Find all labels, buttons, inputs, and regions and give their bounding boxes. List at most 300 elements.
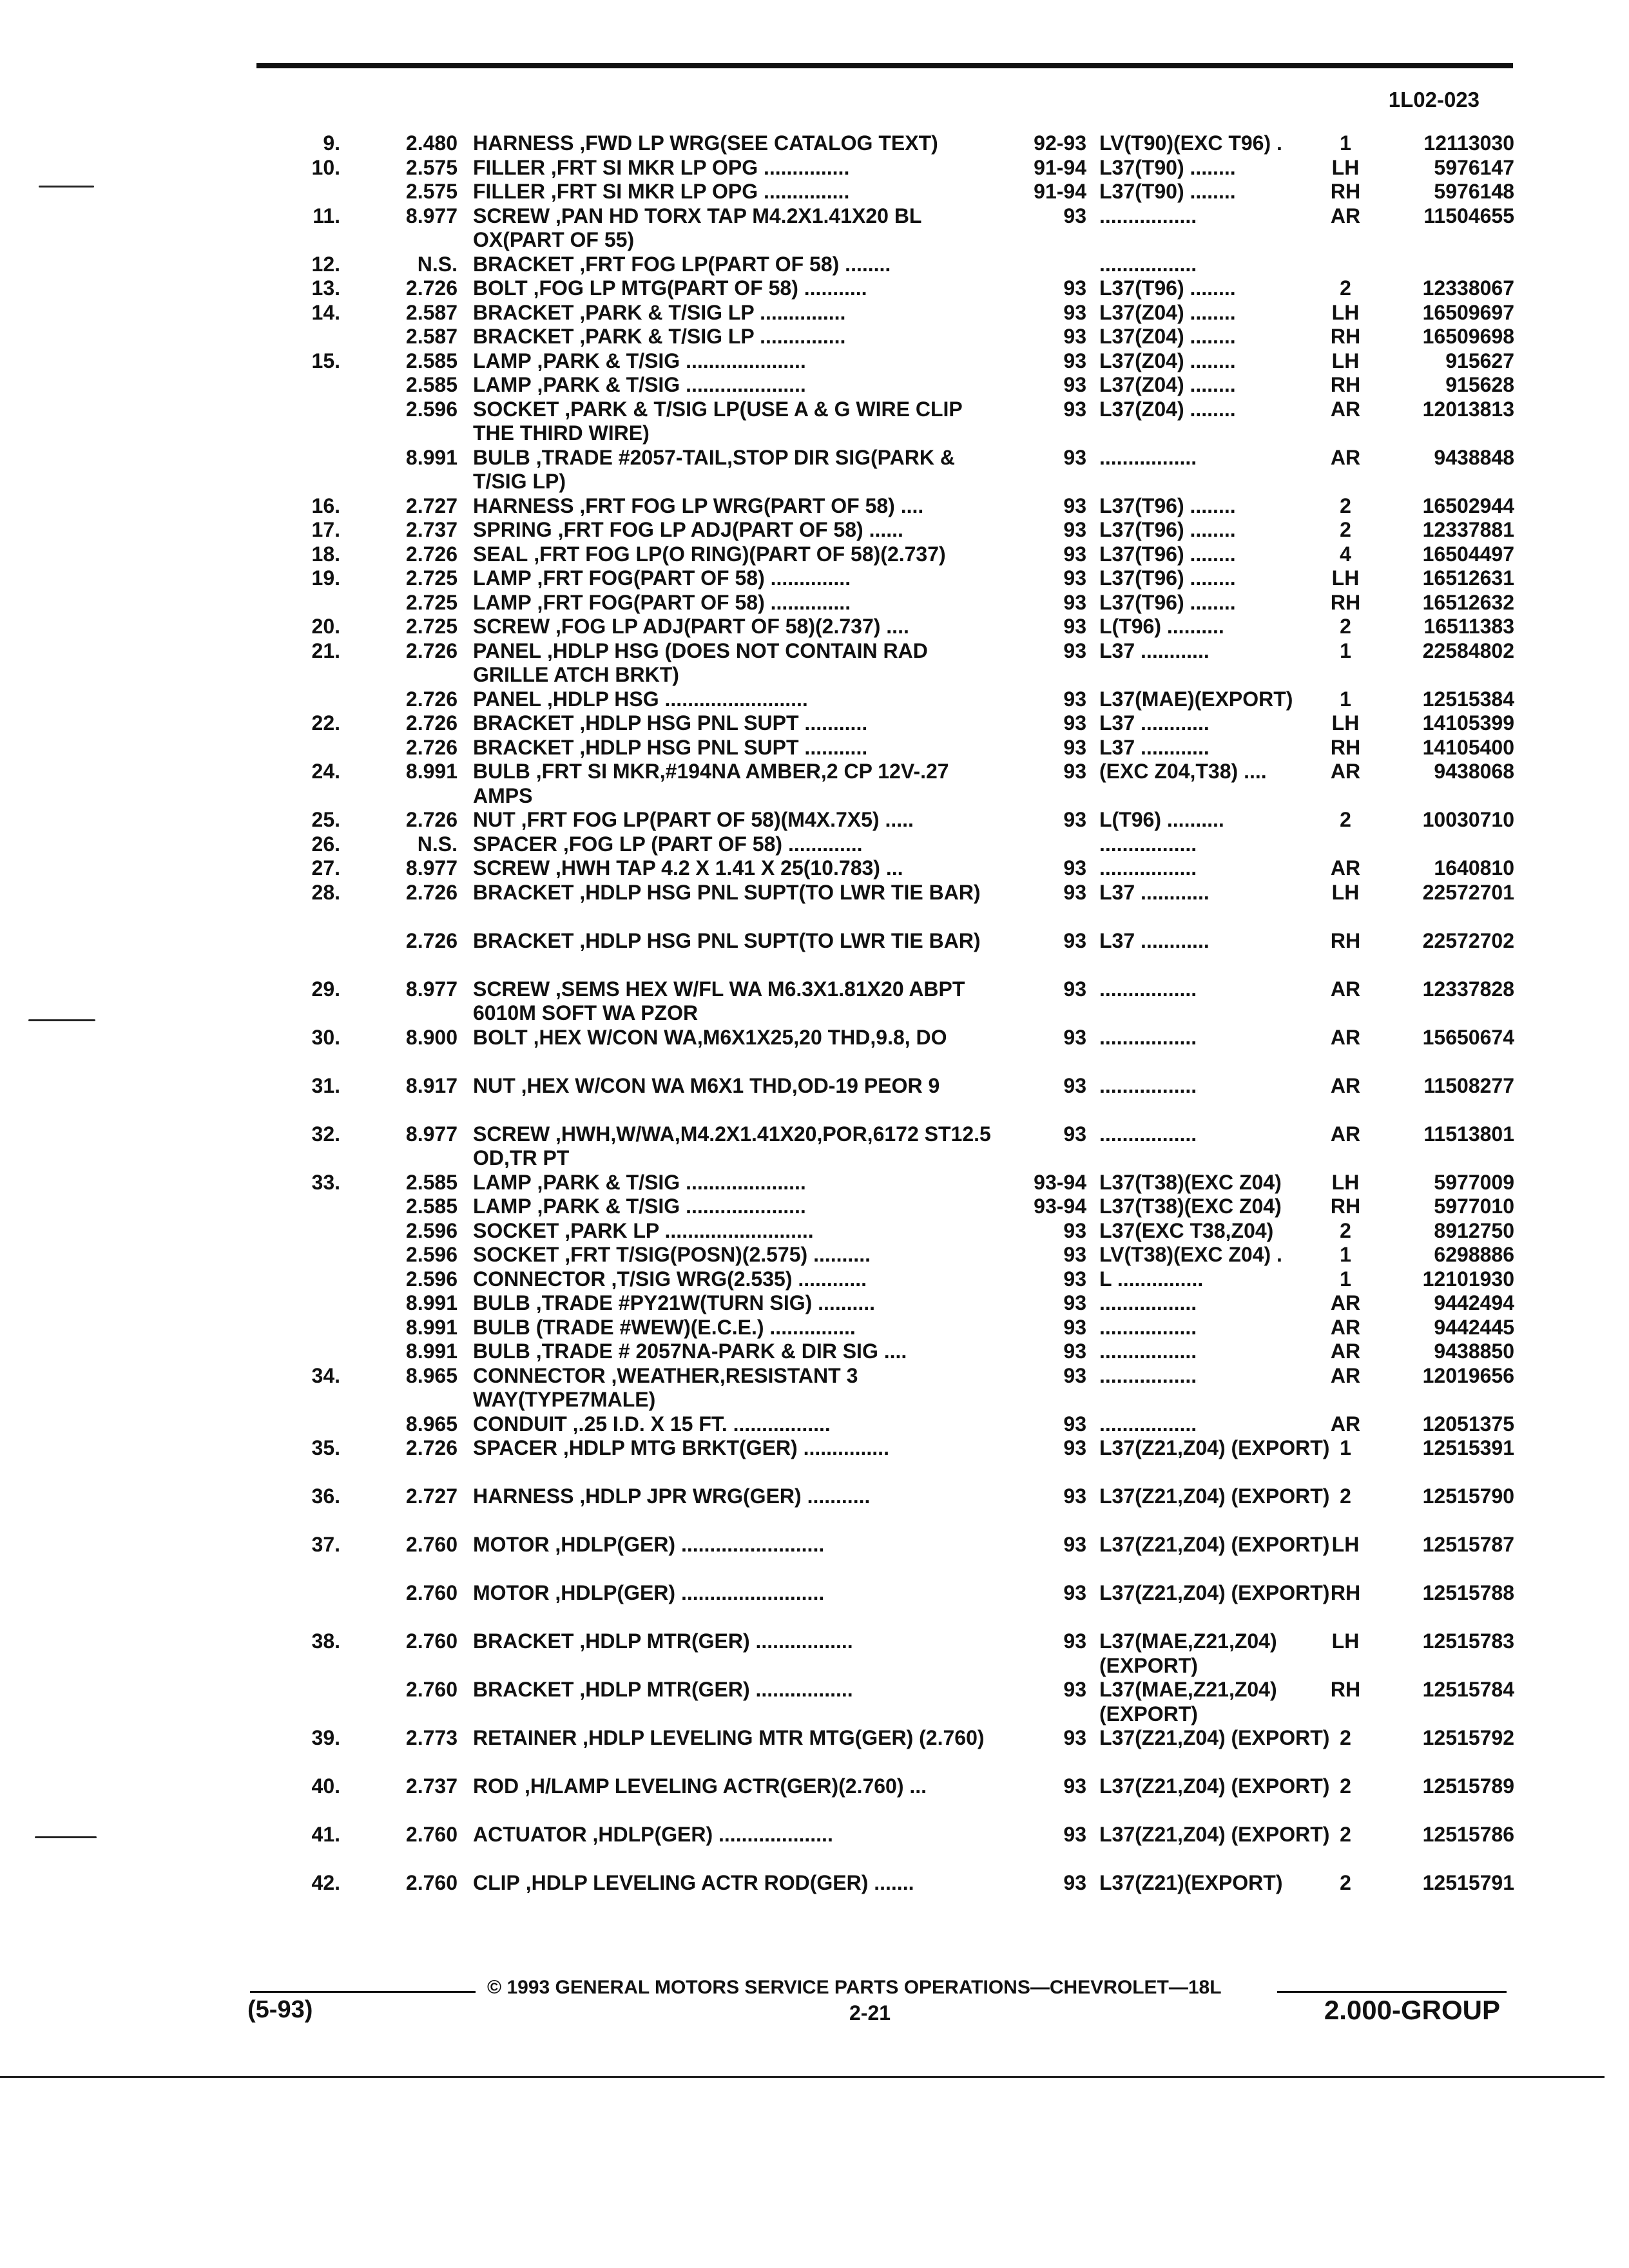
part-name: PANEL [473,687,542,711]
description [473,156,992,180]
part-name: HARNESS [473,494,574,517]
model-code: L37 ............ [1099,639,1210,662]
part-name: CONNECTOR [473,1267,606,1291]
model-code: L37(MAE)(EXPORT) [1099,687,1293,711]
description [473,1678,992,1702]
group-number: 2.737 [405,518,458,541]
item-number: 12. [311,252,340,276]
part-details: ,HDLP(GER) ......................... [555,1581,825,1604]
part-number: 12515786 [1422,1823,1514,1846]
item-number: 18. [311,542,340,566]
description [473,1871,992,1896]
item-number: 19. [311,566,340,590]
part-details: ,PARK & T/SIG LP ............... [579,300,846,324]
model-code: L37(Z04) ........ [1099,325,1236,348]
quantity: LH [1331,566,1360,590]
group-number: 8.991 [405,1291,458,1314]
item-number: 26. [311,832,340,856]
parts-row [0,180,1629,204]
description [473,494,992,519]
description [473,808,992,832]
model-year: 93 [1063,518,1086,541]
description [473,1340,992,1364]
part-name: LAMP [473,1170,532,1194]
part-details: ,FRT SI MKR LP OPG ............... [550,180,850,203]
description [473,1219,992,1244]
part-number: 16509697 [1422,300,1514,324]
parts-row [0,1581,1629,1629]
parts-row [0,639,1629,687]
part-number: 9442445 [1434,1315,1514,1339]
quantity: AR [1330,204,1361,227]
model-code: LV(T90)(EXC T96) . [1099,131,1282,155]
part-number: 14105399 [1422,711,1514,735]
description [473,1823,992,1847]
part-number: 5976147 [1434,155,1514,179]
part-details: ,FRT FOG LP(PART OF 58)(M4X.7X5) ..... [521,808,914,831]
part-name: NUT [473,1073,516,1097]
parts-row [0,1316,1629,1340]
part-details: ,PARK & T/SIG ..................... [537,349,806,372]
group-number: 2.596 [405,397,458,421]
part-number: 5976148 [1434,180,1514,203]
model-code: ................. [1099,1291,1197,1314]
part-number: 12338067 [1422,276,1514,300]
quantity: RH [1330,1678,1361,1701]
part-name: SPACER [473,832,557,856]
model-year: 93 [1063,1291,1086,1314]
item-number: 9. [323,131,340,155]
parts-row [0,1436,1629,1485]
model-year: 93 [1063,1629,1086,1653]
group-number: 8.977 [405,204,458,227]
part-details: ,FRT FOG LP(PART OF 58) ........ [579,252,891,276]
part-number: 12515784 [1422,1678,1514,1701]
part-number: 12515792 [1422,1726,1514,1749]
model-code: L37(MAE,Z21,Z04) (EXPORT) [1099,1629,1277,1677]
model-year: 93 [1063,928,1086,952]
model-year: 93 [1063,1025,1086,1049]
quantity: LH [1331,880,1360,904]
part-name: MOTOR [473,1533,550,1556]
quantity: AR [1330,1122,1361,1146]
quantity: 2 [1340,1485,1351,1508]
parts-row [0,1243,1629,1267]
part-number: 12013813 [1422,397,1514,421]
model-code: ................. [1099,832,1197,856]
quantity: LH [1331,711,1360,735]
group-number: 2.760 [405,1629,458,1653]
group-number: 8.991 [405,445,458,469]
part-details: ,HDLP(GER) ......................... [555,1533,825,1556]
model-code: L37(T38)(EXC Z04) [1099,1170,1282,1194]
part-details: ,FRT FOG LP WRG(PART OF 58) .... [579,494,924,517]
model-code: L37(Z21,Z04) (EXPORT) [1099,1436,1330,1459]
quantity: RH [1330,1581,1361,1604]
part-name: BULB [473,1340,530,1363]
quantity: LH [1331,300,1360,324]
part-number: 12337828 [1422,977,1514,1001]
model-code: L37(T96) ........ [1099,276,1236,300]
model-code: LV(T38)(EXC Z04) . [1099,1243,1282,1266]
footer-rule-right [1277,1991,1507,1993]
part-number: 9438848 [1434,445,1514,469]
model-code: L37 ............ [1099,711,1210,735]
quantity: 2 [1340,1871,1351,1894]
model-year: 93 [1063,1774,1086,1798]
parts-row [0,1629,1629,1678]
parts-row [0,156,1629,180]
part-details: ,HDLP HSG PNL SUPT(TO LWR TIE BAR) [579,928,981,952]
quantity: RH [1330,928,1361,952]
model-year: 93 [1063,639,1086,662]
part-number: 22572701 [1422,880,1514,904]
parts-row [0,1823,1629,1871]
parts-row [0,1485,1629,1533]
model-year: 93-94 [1034,1195,1086,1218]
part-number: 12515791 [1422,1871,1514,1894]
model-code: L37(Z04) ........ [1099,349,1236,372]
group-number: 8.965 [405,1363,458,1387]
model-code: L37 ............ [1099,928,1210,952]
parts-row [0,1291,1629,1316]
quantity: AR [1330,1340,1361,1363]
description [473,1195,992,1219]
part-name: BRACKET [473,880,574,904]
group-number: 8.965 [405,1412,458,1436]
description [473,1412,992,1437]
group-number: 2.585 [405,1195,458,1218]
part-details: ,HDLP LEVELING ACTR ROD(GER) ....... [525,1871,914,1894]
model-year: 93 [1063,590,1086,614]
item-number: 39. [311,1726,340,1749]
model-year: 93 [1063,349,1086,372]
quantity: RH [1330,1195,1361,1218]
quantity: AR [1330,397,1361,421]
part-number: 9442494 [1434,1291,1514,1314]
part-details: ,HDLP HSG PNL SUPT ........... [579,735,868,759]
parts-row [0,446,1629,494]
item-number: 20. [311,615,340,638]
description [473,711,992,736]
model-year: 93 [1063,1267,1086,1291]
group-number: 2.596 [405,1243,458,1266]
group-number: 2.726 [405,542,458,566]
model-code: ................. [1099,204,1197,227]
part-name: HARNESS [473,131,574,155]
model-code: L37(Z21,Z04) (EXPORT) [1099,1533,1330,1556]
quantity: 2 [1340,1774,1351,1798]
model-year: 93 [1063,445,1086,469]
part-details: ,PARK & T/SIG ..................... [537,373,806,396]
part-details: (TRADE #WEW)(E.C.E.) ............... [535,1315,856,1339]
model-year: 93 [1063,880,1086,904]
part-details: ,HWH TAP 4.2 X 1.41 X 25(10.783) ... [555,856,903,879]
part-name: LAMP [473,1195,532,1218]
description [473,373,992,398]
model-year: 93 [1063,977,1086,1001]
model-year: 93 [1063,1581,1086,1604]
model-year: 93 [1063,204,1086,227]
item-number: 35. [311,1436,340,1459]
description [473,736,992,760]
parts-row [0,276,1629,301]
quantity: LH [1331,1629,1360,1653]
model-code: ................. [1099,1073,1197,1097]
quantity: 1 [1340,1243,1351,1266]
description [473,881,992,905]
model-code: L37(Z04) ........ [1099,300,1236,324]
part-number: 5977010 [1434,1195,1514,1218]
description [473,977,992,1026]
part-details: ,FRT FOG(PART OF 58) .............. [537,566,851,590]
item-number: 31. [311,1073,340,1097]
description [473,1485,992,1509]
model-code: L37(T90) ........ [1099,180,1236,203]
parts-row [0,1074,1629,1122]
item-number: 33. [311,1170,340,1194]
description [473,1533,992,1557]
item-number: 28. [311,880,340,904]
group-number: 2.585 [405,1170,458,1194]
quantity: 1 [1340,639,1351,662]
group-number: 8.977 [405,977,458,1001]
item-number: 17. [311,518,340,541]
part-name: BULB [473,1291,530,1314]
parts-row [0,1340,1629,1364]
description [473,1074,992,1099]
model-year: 92-93 [1034,131,1086,155]
model-year: 93-94 [1034,1170,1086,1194]
item-number: 25. [311,808,340,831]
quantity: AR [1330,1291,1361,1314]
part-name: CONDUIT [473,1412,567,1436]
parts-row [0,253,1629,277]
part-details: ,HDLP HSG PNL SUPT(TO LWR TIE BAR) [579,880,981,904]
footer-page-number: 2-21 [849,2001,891,2024]
part-number: 12051375 [1422,1412,1514,1436]
margin-mark [28,1019,95,1021]
group-number: 8.977 [405,856,458,879]
description [473,591,992,615]
model-code: ................. [1099,445,1197,469]
parts-row [0,543,1629,567]
part-name: SCREW [473,1122,550,1146]
quantity: AR [1330,856,1361,879]
group-number: 2.727 [405,494,458,517]
item-number: 16. [311,494,340,517]
part-details: ,FRT SI MKR LP OPG ............... [550,155,850,179]
description [473,615,992,639]
group-number: 8.977 [405,1122,458,1146]
group-number: 2.760 [405,1581,458,1604]
description [473,566,992,591]
footer-copyright: © 1993 GENERAL MOTORS SERVICE PARTS OPERATIONS—CHEVROLET—18L [487,1977,1222,1998]
quantity: AR [1330,1412,1361,1436]
model-code: L37(Z04) ........ [1099,397,1236,421]
item-number: 42. [311,1871,340,1894]
part-name: BRACKET [473,1629,574,1653]
model-year: 93 [1063,1412,1086,1436]
model-code: L37(Z21,Z04) (EXPORT) [1099,1726,1330,1749]
part-name: BRACKET [473,300,574,324]
part-details: ,FRT FOG LP ADJ(PART OF 58) ...... [557,518,903,541]
model-code: L37(T96) ........ [1099,542,1236,566]
description [473,1171,992,1195]
model-code: L37(T96) ........ [1099,566,1236,590]
part-details: ,FOG LP ADJ(PART OF 58)(2.737) .... [555,615,909,638]
quantity: 2 [1340,494,1351,517]
group-number: 2.575 [405,180,458,203]
part-name: SCREW [473,615,550,638]
part-number: 12515783 [1422,1629,1514,1653]
group-number: 2.760 [405,1678,458,1701]
item-number: 37. [311,1533,340,1556]
parts-list [0,131,1629,1896]
description [473,349,992,374]
model-year: 93 [1063,1218,1086,1242]
parts-row [0,977,1629,1026]
model-code: L(T96) .......... [1099,808,1224,831]
part-number: 12515384 [1422,687,1514,711]
part-name: LAMP [473,590,532,614]
part-details: ,FWD LP WRG(SEE CATALOG TEXT) [579,131,938,155]
part-name: LAMP [473,373,532,396]
part-name: BOLT [473,1025,528,1049]
part-details: ,FRT SI MKR,#194NA AMBER,2 CP 12V-.27 AMPS [473,760,949,807]
quantity: LH [1331,1533,1360,1556]
part-number: 22584802 [1422,639,1514,662]
item-number: 24. [311,760,340,783]
model-code: ................. [1099,1025,1197,1049]
group-number: 2.725 [405,615,458,638]
description [473,1243,992,1267]
item-number: 36. [311,1485,340,1508]
model-code: L37(T90) ........ [1099,155,1236,179]
description [473,856,992,881]
model-year: 93 [1063,1678,1086,1701]
model-code: L37(Z21,Z04) (EXPORT) [1099,1774,1330,1798]
description [473,1026,992,1050]
parts-row [0,1267,1629,1292]
description [473,687,992,712]
part-name: BOLT [473,276,528,300]
group-number: 2.480 [405,131,458,155]
group-number: 8.991 [405,760,458,783]
item-number: 15. [311,349,340,372]
model-code: L37(Z21,Z04) (EXPORT) [1099,1485,1330,1508]
part-name: SPACER [473,1436,557,1459]
quantity: RH [1330,590,1361,614]
part-number: 12515790 [1422,1485,1514,1508]
parts-row [0,1026,1629,1074]
part-name: BRACKET [473,735,574,759]
part-name: SOCKET [473,1243,559,1266]
model-code: ................. [1099,1122,1197,1146]
description [473,398,992,446]
part-details: ,HDLP HSG PNL SUPT ........... [579,711,868,735]
parts-row [0,1871,1629,1896]
model-code: L37(T96) ........ [1099,494,1236,517]
part-name: SCREW [473,204,550,227]
description [473,253,992,277]
quantity: AR [1330,1315,1361,1339]
group-number: 2.725 [405,566,458,590]
part-name: LAMP [473,349,532,372]
part-details: ,PARK & T/SIG LP(USE A & G WIRE CLIP THE THIRD WIRE) [473,397,963,445]
description [473,131,992,156]
part-number: 16512631 [1422,566,1514,590]
description [473,1122,992,1171]
parts-row [0,881,1629,929]
parts-row [0,736,1629,760]
group-number: 8.900 [405,1025,458,1049]
model-code: ................. [1099,1340,1197,1363]
part-details: ,FRT T/SIG(POSN)(2.575) .......... [564,1243,871,1266]
group-number: 2.585 [405,349,458,372]
group-number: 2.726 [405,276,458,300]
part-number: 22572702 [1422,928,1514,952]
model-code: L37(Z04) ........ [1099,373,1236,396]
model-code: ................. [1099,1412,1197,1436]
part-name: FILLER [473,180,545,203]
part-details: ,HEX W/CON WA,M6X1X25,20 THD,9.8, DO [533,1025,947,1049]
model-year: 93 [1063,615,1086,638]
item-number: 34. [311,1363,340,1387]
part-details: ,PARK & T/SIG ..................... [537,1195,806,1218]
quantity: 2 [1340,276,1351,300]
model-code: L37(Z21,Z04) (EXPORT) [1099,1581,1330,1604]
group-number: 8.991 [405,1315,458,1339]
group-number: 2.726 [405,735,458,759]
group-number: 2.596 [405,1267,458,1291]
model-code: L37(T38)(EXC Z04) [1099,1195,1282,1218]
part-details: ,HDLP LEVELING MTR MTG(GER) (2.760) [583,1726,985,1749]
description [473,276,992,301]
group-number: 2.726 [405,880,458,904]
parts-row [0,1195,1629,1219]
group-number: N.S. [417,252,458,276]
item-number: 27. [311,856,340,879]
group-number: 8.991 [405,1340,458,1363]
model-code: L37 ............ [1099,735,1210,759]
item-number: 38. [311,1629,340,1653]
part-number: 12515788 [1422,1581,1514,1604]
footer-group: 2.000-GROUP [1324,1995,1500,2025]
model-year: 93 [1063,1533,1086,1556]
model-year: 93 [1063,300,1086,324]
parts-row [0,1774,1629,1823]
group-number: 2.773 [405,1726,458,1749]
part-details: ,PAN HD TORX TAP M4.2X1.41X20 BL OX(PART OF 55) [473,204,921,251]
model-year: 93 [1063,494,1086,517]
description [473,1436,992,1461]
quantity: 2 [1340,1218,1351,1242]
parts-row [0,615,1629,639]
group-number: 2.726 [405,711,458,735]
quantity: 1 [1340,1267,1351,1291]
parts-row [0,1171,1629,1195]
group-number: 2.596 [405,1218,458,1242]
model-year: 93 [1063,542,1086,566]
quantity: 4 [1340,542,1351,566]
parts-row [0,856,1629,881]
quantity: AR [1330,1073,1361,1097]
footer-date: (5-93) [247,1996,313,2023]
quantity: AR [1330,977,1361,1001]
part-number: 11513801 [1423,1122,1514,1146]
group-number: 2.585 [405,373,458,396]
